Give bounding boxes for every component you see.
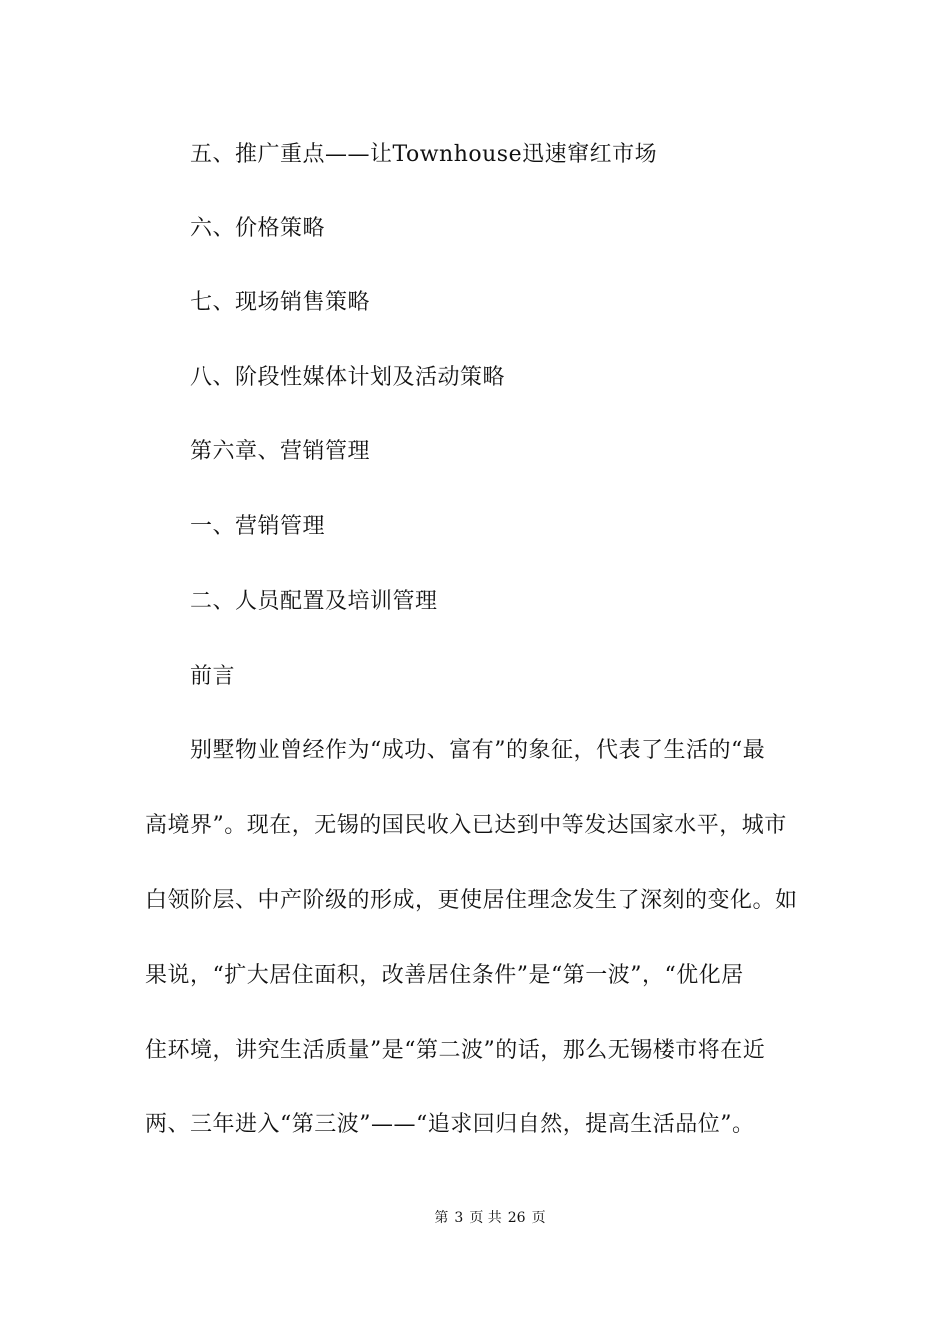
preface-line-2: 高境界”。现在，无锡的国民收入已达到中等发达国家水平，城市 [145,813,787,838]
toc-item-2: 二、人员配置及培训管理 [190,589,438,614]
toc-chapter-6: 第六章、营销管理 [190,439,371,464]
footer-total-pages: 26 [507,1210,526,1226]
preface-line-4: 果说，“扩大居住面积，改善居住条件”是“第一波”，“优化居 [145,963,744,988]
footer-suffix: 页 [531,1210,546,1226]
toc-item-1: 一、营销管理 [190,514,326,539]
page-footer [0,1208,950,1228]
preface-line-6: 两、三年进入“第三波”——“追求回归自然，提高生活品位”。 [145,1112,755,1137]
toc-item-5: 五、推广重点——让Townhouse迅速窜红市场 [190,142,658,167]
footer-current-page: 3 [454,1210,464,1226]
toc-item-7: 七、现场销售策略 [190,290,371,315]
preface-line-1: 别墅物业曾经作为“成功、富有”的象征，代表了生活的“最 [190,738,766,763]
footer-prefix: 第 [434,1210,449,1226]
preface-line-3: 白领阶层、中产阶级的形成，更使居住理念发生了深刻的变化。如 [145,888,798,913]
footer-middle: 页 共 [469,1210,502,1226]
preface-line-5: 住环境，讲究生活质量”是“第二波”的话，那么无锡楼市将在近 [145,1038,766,1063]
toc-item-6: 六、价格策略 [190,216,326,241]
preface-heading: 前言 [190,664,236,689]
toc-item-8: 八、阶段性媒体计划及活动策略 [190,365,506,390]
